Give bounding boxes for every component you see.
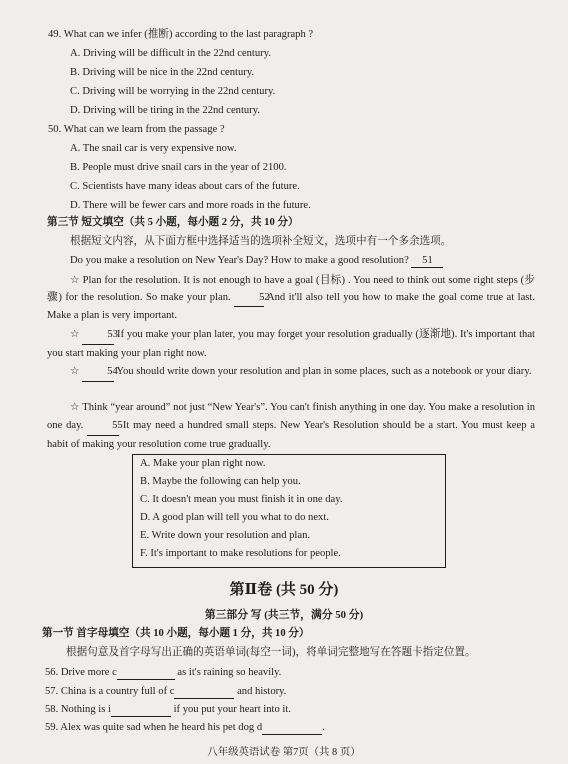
question-50-option-d: D. There will be fewer cars and more roads in the future.	[70, 200, 311, 211]
question-56-post: as it's raining so heavily.	[174, 667, 282, 678]
answer-field-59[interactable]	[262, 721, 322, 735]
answer-field-57[interactable]	[174, 685, 234, 699]
blank-52[interactable]: 52	[234, 289, 264, 307]
passage-paragraph-3	[47, 326, 535, 363]
question-50-stem: 50. What can we learn from the passage ?	[48, 124, 225, 135]
question-49-option-b: B. Driving will be nice in the 22nd century.	[70, 67, 255, 78]
question-58-post: if you put your heart into it.	[170, 704, 291, 715]
passage-paragraph-5	[47, 399, 535, 454]
answer-field-56[interactable]	[117, 666, 175, 680]
star-icon: ☆	[70, 366, 80, 377]
blank-51[interactable]: 51	[411, 254, 443, 268]
question-58	[45, 703, 291, 717]
paragraph-4-text: You should write down your resolution and plan in some places, such as a notebook or your diary.	[116, 366, 532, 377]
paragraph-1-text: Do you make a resolution on New Year's Day? How to make a good resolution?	[70, 255, 409, 266]
page-footer: 八年级英语试卷 第7页（共 8 页）	[207, 747, 361, 758]
question-59	[45, 721, 325, 735]
blank-54[interactable]: 54	[82, 363, 114, 382]
question-59-pre: 59. Alex was quite sad when he heard his pet dog d	[45, 722, 263, 733]
question-58-pre: 58. Nothing is i	[45, 704, 111, 715]
box-option-d: D. A good plan will tell you what to do next.	[140, 512, 329, 523]
question-49-option-d: D. Driving will be tiring in the 22nd century.	[70, 105, 260, 116]
question-50-option-b: B. People must drive snail cars in the year of 2100.	[70, 162, 287, 173]
question-57-pre: 57. China is a country full of c	[45, 686, 175, 697]
passage-paragraph-1	[70, 254, 443, 268]
star-icon: ☆	[70, 329, 80, 340]
question-56	[45, 666, 281, 680]
section-3-instruction: 根据短文内容，从下面方框中选择适当的选项补全短文，选项中有一个多余选项。	[70, 236, 452, 247]
options-box	[132, 454, 446, 568]
question-50-option-c: C. Scientists have many ideas about cars of the future.	[70, 181, 300, 192]
blank-53[interactable]: 53	[82, 326, 114, 345]
answer-field-58[interactable]	[111, 703, 171, 717]
paragraph-2-text-a: ☆ Plan for the resolution. It is not enough to have a goal (目标) . You need to think out some right steps (步骤) for the resolution. So make your plan.	[47, 275, 535, 303]
box-option-f: F. It's important to make resolutions for people.	[140, 548, 341, 559]
question-57	[45, 685, 286, 699]
box-option-e: E. Write down your resolution and plan.	[140, 530, 311, 541]
blank-55[interactable]: 55	[87, 417, 119, 436]
question-57-post: and history.	[234, 686, 287, 697]
volume-2-title: 第Ⅱ卷 (共 50 分)	[229, 582, 339, 598]
paragraph-5-text-b: It may need a hundred small steps. New Year's Resolution should be a start. You must keep a habit of making your resolution come true gradually.	[47, 420, 535, 450]
paragraph-5-text-a: ☆ Think “year around” not just “New Year's”. You can't finish anything in one day. You make a resolution in one day.	[47, 402, 535, 431]
question-50-option-a: A. The snail car is very expensive now.	[70, 143, 237, 154]
paragraph-3-text: If you make your plan later, you may forget your resolution gradually (逐渐地). It's important that you start making your plan right now.	[47, 329, 535, 359]
question-49-option-a: A. Driving will be difficult in the 22nd century.	[70, 48, 271, 59]
question-56-pre: 56. Drive more c	[45, 667, 117, 678]
paragraph-2-text-b: And it'll also tell you how to make the goal come true at last. Make a plan is very important.	[47, 292, 535, 321]
box-option-c: C. It doesn't mean you must finish it in one day.	[140, 494, 343, 505]
question-49-option-c: C. Driving will be worrying in the 22nd century.	[70, 86, 276, 97]
question-59-post: .	[322, 722, 325, 733]
part-3-title: 第三部分 写 (共三节，满分 50 分)	[204, 609, 364, 621]
passage-paragraph-4	[47, 363, 535, 382]
box-option-b: B. Maybe the following can help you.	[140, 476, 301, 487]
section-1-instruction: 根据句意及首字母写出正确的英语单词(每空一词)，将单词完整地写在答题卡指定位置。	[66, 647, 476, 658]
section-1-heading: 第一节 首字母填空（共 10 小题，每小题 1 分，共 10 分）	[42, 628, 310, 639]
box-option-a: A. Make your plan right now.	[140, 458, 266, 469]
section-3-heading: 第三节 短文填空（共 5 小题，每小题 2 分，共 10 分）	[47, 217, 299, 228]
passage-paragraph-2	[47, 272, 535, 324]
question-49-stem: 49. What can we infer (推断) according to the last paragraph ?	[48, 29, 314, 40]
